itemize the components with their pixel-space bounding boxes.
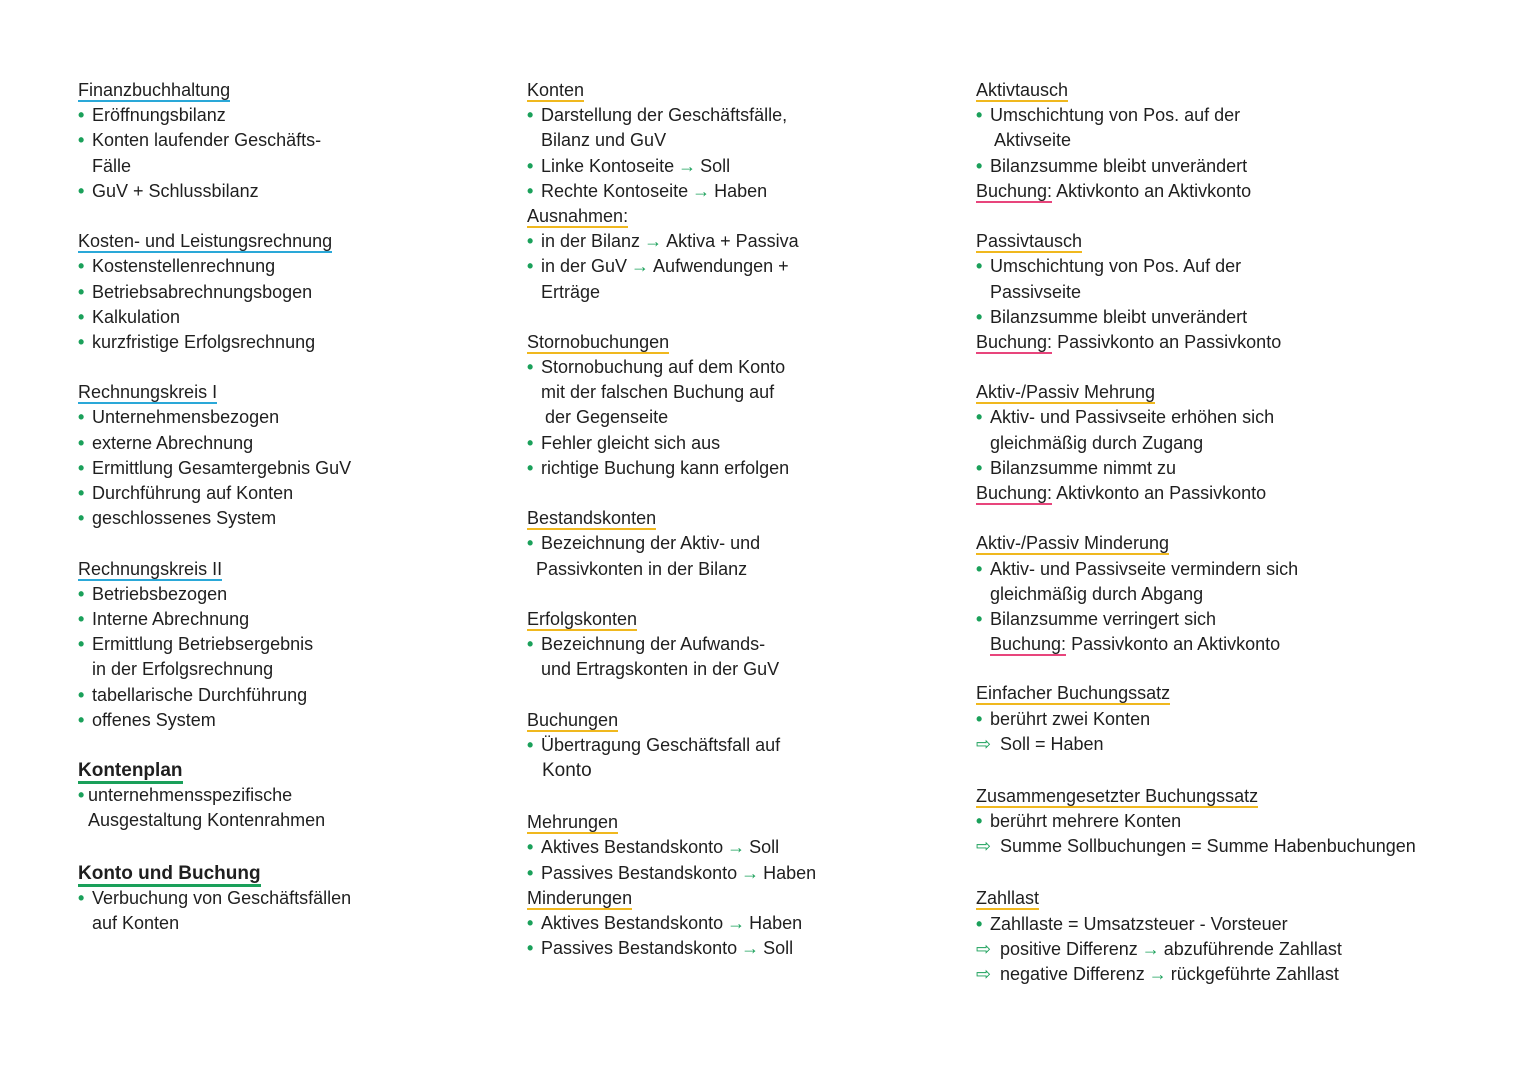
heading-erfolgskonten: Erfolgskonten <box>527 608 638 629</box>
heading-konto-und-buchung: Konto und Buchung <box>78 864 261 887</box>
list-item-cont: gleichmäßig durch Zugang <box>990 432 1204 453</box>
arrow-right-icon: → <box>631 256 650 277</box>
bullet-icon: • <box>527 231 534 252</box>
list-item-result: Soll <box>700 155 731 176</box>
bullet-icon: • <box>527 938 534 959</box>
heading-buchungen: Buchungen <box>527 709 619 730</box>
list-item: Kostenstellenrechnung <box>92 256 276 277</box>
list-item: Durchführung auf Konten <box>92 483 294 503</box>
list-item: Interne Abrechnung <box>92 608 250 629</box>
heading-minderungen: Minderungen <box>527 887 633 908</box>
list-item-result: Aktiva + Passiva <box>666 231 799 252</box>
list-item: unternehmensspezifische <box>88 785 293 806</box>
list-item: GuV + Schlussbilanz <box>92 180 259 201</box>
list-item: Stornobuchung auf dem Konto <box>541 357 786 378</box>
column-accounts <box>527 78 957 961</box>
list-item-cont: Passivkonten in der Bilanz <box>536 558 748 579</box>
bullet-icon: • <box>78 684 85 705</box>
list-item: Bezeichnung der Aufwands- <box>541 634 766 655</box>
heading-konten: Konten <box>527 80 585 100</box>
double-arrow-icon: ⇨ <box>976 964 992 984</box>
list-item-result: Soll <box>763 938 794 959</box>
booking-value: Aktivkonto an Passivkonto <box>1056 483 1267 503</box>
list-item-cont: der Gegenseite <box>545 407 669 428</box>
list-item: positive Differenz <box>1000 938 1138 959</box>
list-item-cont: in der Erfolgsrechnung <box>92 659 274 680</box>
booking-label: Buchung: <box>990 634 1067 655</box>
bullet-icon: • <box>976 708 983 729</box>
list-item: Rechte Kontoseite <box>541 180 689 201</box>
bullet-icon: • <box>78 785 85 806</box>
list-item: in der GuV <box>541 256 628 277</box>
bullet-icon: • <box>78 483 85 503</box>
bullet-icon: • <box>78 583 85 604</box>
list-item-cont: Konto <box>542 760 592 782</box>
list-item: negative Differenz <box>1000 964 1145 984</box>
booking-label: Buchung: <box>976 180 1053 201</box>
bullet-icon: • <box>527 734 534 755</box>
list-item: Passives Bestandskonto <box>541 938 738 959</box>
arrow-right-icon: → <box>1141 938 1160 959</box>
list-item-cont: Ausgestaltung Kontenrahmen <box>88 810 326 831</box>
list-item: Ermittlung Betriebsergebnis <box>92 634 314 655</box>
heading-passivtausch: Passivtausch <box>976 231 1083 252</box>
bullet-icon: • <box>78 887 85 908</box>
bullet-icon: • <box>527 837 534 858</box>
heading-bestandskonten: Bestandskonten <box>527 508 657 529</box>
list-item: Aktiv- und Passivseite erhöhen sich <box>990 407 1275 428</box>
bullet-icon: • <box>527 634 534 655</box>
list-item: Umschichtung von Pos. auf der <box>990 105 1241 126</box>
heading-aktivtausch: Aktivtausch <box>976 80 1069 100</box>
list-item: tabellarische Durchführung <box>92 684 308 705</box>
list-item: Konten laufender Geschäfts- <box>92 130 322 151</box>
list-item-result: rückgeführte Zahllast <box>1170 964 1339 984</box>
list-item-result: Haben <box>763 862 817 883</box>
arrow-right-icon: → <box>644 231 663 252</box>
booking-value: Passivkonto an Passivkonto <box>1057 331 1282 352</box>
list-item-cont: Passivseite <box>990 281 1082 302</box>
list-item: Linke Kontoseite <box>541 155 675 176</box>
arrow-right-icon: → <box>727 913 746 933</box>
list-item: berührt zwei Konten <box>990 708 1151 729</box>
bullet-icon: • <box>976 558 983 579</box>
list-item: externe Abrechnung <box>92 432 254 453</box>
bullet-icon: • <box>976 256 983 277</box>
bullet-icon: • <box>78 105 85 126</box>
list-item: Verbuchung von Geschäftsfällen <box>92 887 352 908</box>
arrow-right-icon: → <box>1148 964 1167 984</box>
list-item: Bilanzsumme nimmt zu <box>990 457 1177 478</box>
subheading-ausnahmen: Ausnahmen: <box>527 205 629 226</box>
list-item: Summe Sollbuchungen = Summe Habenbuchungen <box>1000 836 1416 857</box>
bullet-icon: • <box>78 306 85 327</box>
list-item: kurzfristige Erfolgsrechnung <box>92 331 316 352</box>
double-arrow-icon: ⇨ <box>976 733 992 754</box>
list-item: Darstellung der Geschäftsfälle, <box>541 105 788 126</box>
list-item-cont: Fälle <box>92 155 132 176</box>
column-accounting-areas <box>78 78 508 936</box>
bullet-icon: • <box>527 256 534 277</box>
bullet-icon: • <box>527 105 534 126</box>
bullet-icon: • <box>527 533 534 554</box>
list-item-result: Aufwendungen + <box>653 256 789 277</box>
list-item: Übertragung Geschäftsfall auf <box>541 734 781 755</box>
list-item-cont: Aktivseite <box>994 130 1072 151</box>
list-item: Aktives Bestandskonto <box>541 913 724 933</box>
bullet-icon: • <box>976 608 983 629</box>
list-item-cont: gleichmäßig durch Abgang <box>990 583 1204 604</box>
list-item: Bezeichnung der Aktiv- und <box>541 533 761 554</box>
heading-zusammengesetzter-buchungssatz: Zusammengesetzter Buchungssatz <box>976 785 1259 806</box>
bullet-icon: • <box>78 457 85 478</box>
bullet-icon: • <box>78 407 85 428</box>
heading-klr: Kosten- und Leistungsrechnung <box>78 231 333 252</box>
column-balance-changes <box>976 78 1496 987</box>
bullet-icon: • <box>78 281 85 302</box>
list-item: Betriebsbezogen <box>92 583 228 604</box>
bullet-icon: • <box>527 457 534 478</box>
bullet-icon: • <box>527 862 534 883</box>
arrow-right-icon: → <box>692 180 711 201</box>
arrow-right-icon: → <box>741 862 760 883</box>
heading-zahllast: Zahllast <box>976 888 1040 909</box>
bullet-icon: • <box>78 256 85 277</box>
heading-kontenplan: Kontenplan <box>78 761 183 784</box>
list-item: richtige Buchung kann erfolgen <box>541 457 790 478</box>
list-item-result: Haben <box>714 180 768 201</box>
heading-rechnungskreis-2: Rechnungskreis II <box>78 558 223 579</box>
heading-mehrungen: Mehrungen <box>527 812 619 833</box>
arrow-right-icon: → <box>678 155 697 176</box>
list-item: Aktives Bestandskonto <box>541 837 724 858</box>
booking-value: Aktivkonto an Aktivkonto <box>1056 180 1252 201</box>
bullet-icon: • <box>78 608 85 629</box>
bullet-icon: • <box>976 306 983 327</box>
list-item: Eröffnungsbilanz <box>92 105 226 126</box>
bullet-icon: • <box>976 457 983 478</box>
double-arrow-icon: ⇨ <box>976 836 992 857</box>
list-item-cont: Erträge <box>541 281 601 302</box>
list-item-cont: Bilanz und GuV <box>541 130 667 151</box>
arrow-right-icon: → <box>741 938 760 959</box>
list-item-cont: auf Konten <box>92 913 180 933</box>
list-item-result: Soll <box>749 837 780 858</box>
list-item: Kalkulation <box>92 306 181 327</box>
list-item: Bilanzsumme verringert sich <box>990 608 1217 629</box>
list-item: Unternehmensbezogen <box>92 407 280 428</box>
arrow-right-icon: → <box>727 837 746 858</box>
bullet-icon: • <box>527 155 534 176</box>
list-item: Aktiv- und Passivseite vermindern sich <box>990 558 1299 579</box>
list-item: geschlossenes System <box>92 508 277 529</box>
list-item-result: Haben <box>749 913 803 933</box>
list-item: Passives Bestandskonto <box>541 862 738 883</box>
bullet-icon: • <box>78 432 85 453</box>
booking-label: Buchung: <box>976 483 1053 503</box>
double-arrow-icon: ⇨ <box>976 938 992 959</box>
list-item-result: abzuführende Zahllast <box>1163 938 1342 959</box>
list-item: Ermittlung Gesamtergebnis GuV <box>92 457 352 478</box>
heading-stornobuchungen: Stornobuchungen <box>527 331 670 352</box>
booking-label: Buchung: <box>976 331 1053 352</box>
list-item: Bilanzsumme bleibt unverändert <box>990 155 1248 176</box>
list-item-cont: und Ertragskonten in der GuV <box>541 659 780 680</box>
bullet-icon: • <box>78 634 85 655</box>
bullet-icon: • <box>78 180 85 201</box>
bullet-icon: • <box>527 180 534 201</box>
bullet-icon: • <box>527 357 534 378</box>
list-item-cont: mit der falschen Buchung auf <box>541 382 775 403</box>
list-item: Soll = Haben <box>1000 733 1104 754</box>
bullet-icon: • <box>78 709 85 730</box>
list-item: in der Bilanz <box>541 231 641 252</box>
heading-rechnungskreis-1: Rechnungskreis I <box>78 382 218 403</box>
bullet-icon: • <box>976 811 983 832</box>
bullet-icon: • <box>976 155 983 176</box>
list-item: berührt mehrere Konten <box>990 811 1182 832</box>
heading-finanzbuchhaltung: Finanzbuchhaltung <box>78 80 231 100</box>
booking-value: Passivkonto an Aktivkonto <box>1071 634 1281 655</box>
list-item: offenes System <box>92 709 216 730</box>
bullet-icon: • <box>976 913 983 934</box>
list-item: Betriebsabrechnungsbogen <box>92 281 313 302</box>
bullet-icon: • <box>78 130 85 151</box>
list-item: Umschichtung von Pos. Auf der <box>990 256 1242 277</box>
bullet-icon: • <box>976 407 983 428</box>
bullet-icon: • <box>78 331 85 352</box>
list-item: Bilanzsumme bleibt unverändert <box>990 306 1248 327</box>
list-item: Fehler gleicht sich aus <box>541 432 721 453</box>
bullet-icon: • <box>527 913 534 933</box>
bullet-icon: • <box>527 432 534 453</box>
heading-einfacher-buchungssatz: Einfacher Buchungssatz <box>976 683 1171 704</box>
bullet-icon: • <box>976 105 983 126</box>
heading-aktiv-passiv-mehrung: Aktiv-/Passiv Mehrung <box>976 382 1156 403</box>
heading-aktiv-passiv-minderung: Aktiv-/Passiv Minderung <box>976 533 1170 554</box>
bullet-icon: • <box>78 508 85 529</box>
list-item: Zahllaste = Umsatzsteuer - Vorsteuer <box>990 913 1288 934</box>
